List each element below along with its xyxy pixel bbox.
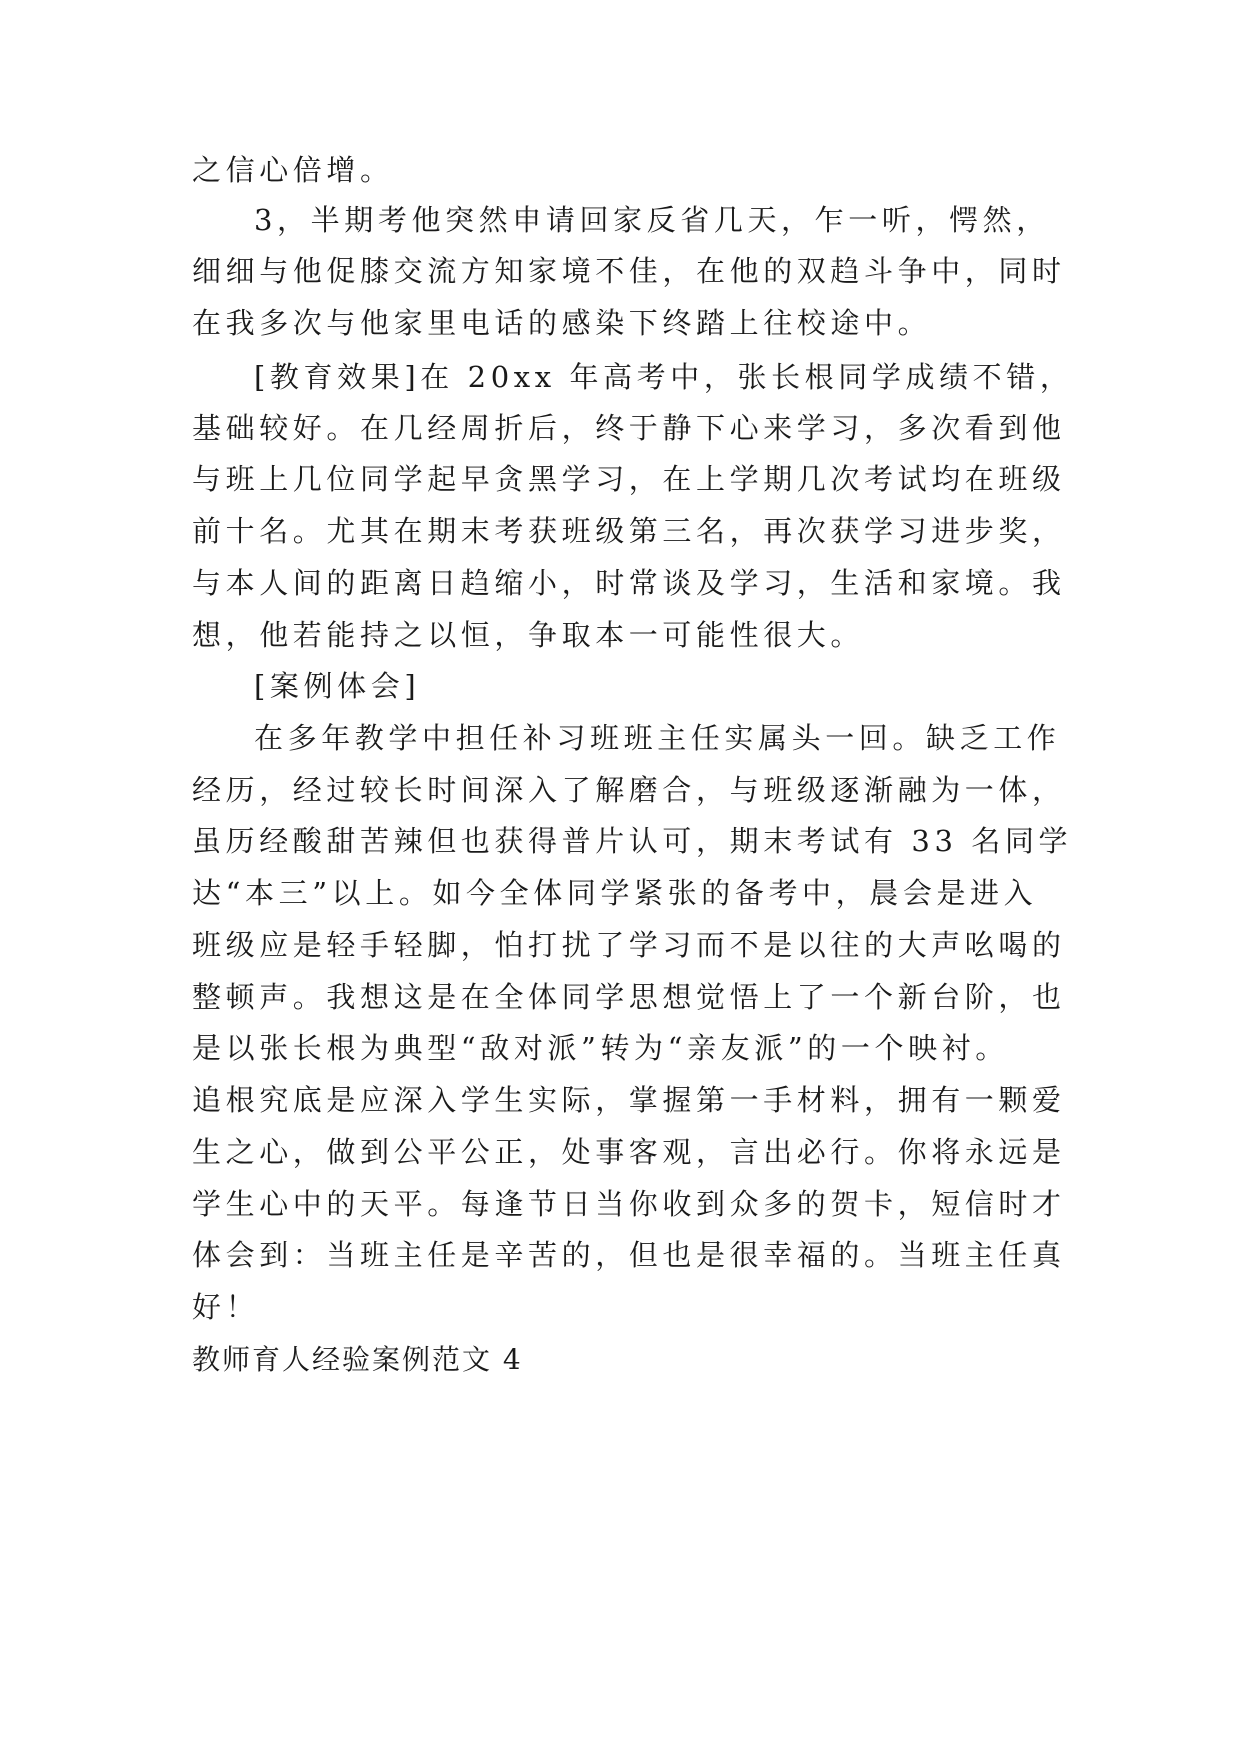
paragraph-line: 达“本三”以上。如今全体同学紧张的备考中，晨会是进入: [192, 876, 1038, 910]
paragraph-line: 细细与他促膝交流方知家境不佳，在他的双趋斗争中，同时: [192, 254, 1066, 288]
paragraph-line: 追根究底是应深入学生实际，掌握第一手材料，拥有一颗爱: [192, 1083, 1066, 1117]
paragraph-line: 基础较好。在几经周折后，终于静下心来学习，多次看到他: [192, 411, 1066, 445]
section-title: 教师育人经验案例范文 4: [192, 1343, 523, 1376]
paragraph-line: [教育效果]在 20xx 年高考中，张长根同学成绩不错，: [254, 360, 1074, 394]
section-heading: [案例体会]: [254, 669, 421, 703]
paragraph-line: 与本人间的距离日趋缩小，时常谈及学习，生活和家境。我: [192, 566, 1066, 600]
paragraph-line: 体会到：当班主任是辛苦的，但也是很幸福的。当班主任真: [192, 1238, 1066, 1272]
paragraph-line: 与班上几位同学起早贪黑学习，在上学期几次考试均在班级: [192, 462, 1066, 496]
paragraph-line: 虽历经酸甜苦辣但也获得普片认可，期末考试有 33 名同学: [192, 824, 1073, 858]
paragraph-line: 之信心倍增。: [192, 153, 394, 187]
paragraph-line: 3，半期考他突然申请回家反省几天，乍一听，愕然，: [254, 203, 1050, 237]
paragraph-line: 班级应是轻手轻脚，怕打扰了学习而不是以往的大声吆喝的: [192, 928, 1066, 962]
paragraph-line: 想，他若能持之以恒，争取本一可能性很大。: [192, 618, 865, 652]
paragraph-line: 在多年教学中担任补习班班主任实属头一回。缺乏工作: [254, 721, 1061, 755]
paragraph-line: 好！: [192, 1290, 260, 1324]
paragraph-line: 在我多次与他家里电话的感染下终踏上往校途中。: [192, 306, 932, 340]
paragraph-line: 经历，经过较长时间深入了解磨合，与班级逐渐融为一体，: [192, 773, 1066, 807]
paragraph-line: 是以张长根为典型“敌对派”转为“亲友派”的一个映衬。: [192, 1031, 1009, 1065]
paragraph-line: 整顿声。我想这是在全体同学思想觉悟上了一个新台阶，也: [192, 980, 1066, 1014]
paragraph-line: 生之心，做到公平公正，处事客观，言出必行。你将永远是: [192, 1135, 1066, 1169]
paragraph-line: 前十名。尤其在期末考获班级第三名，再次获学习进步奖，: [192, 514, 1066, 548]
paragraph-line: 学生心中的天平。每逢节日当你收到众多的贺卡，短信时才: [192, 1187, 1066, 1221]
